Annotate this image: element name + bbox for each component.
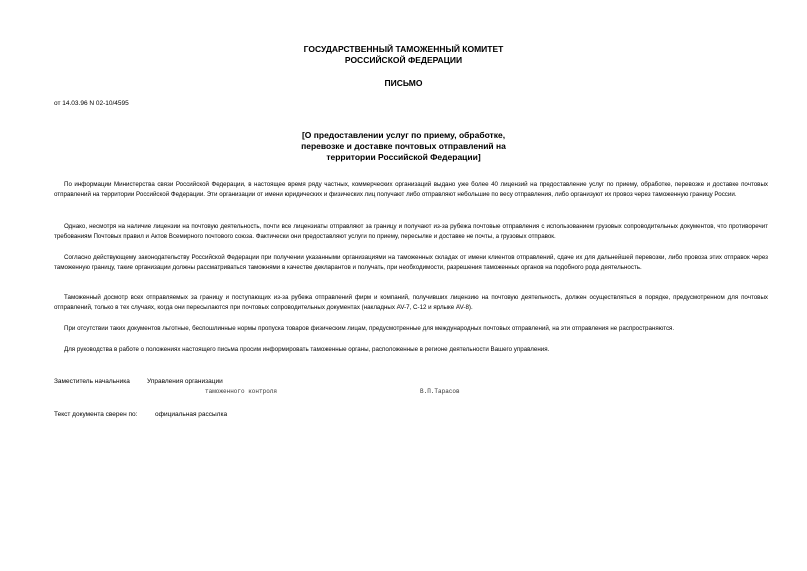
subject-line-3: территории Российской Федерации] — [326, 152, 481, 162]
signatory-department-cont: таможенного контроля — [205, 388, 278, 395]
signatory-department: Управления организации — [147, 378, 223, 385]
document-reference: от 14.03.96 N 02-10/4595 — [54, 100, 129, 107]
paragraph-2: Однако, несмотря на наличие лицензии на почтовую деятельность, почти все лицензиаты отправляют за границу и получают из-за рубежа почтовые отправления с использованием грузовых сопроводительных документов, что противоречит требованиям Почтовых правил и Актов Всемирного почтового союза. Фактически они предоставляют услуги по приему, пересылке и доставке не почты, а грузовых отправок. — [54, 223, 768, 240]
verified-against-value: официальная рассылка — [155, 411, 228, 418]
paragraph-1: По информации Министерства связи Российской Федерации, в настоящее время ряду частных, коммерческих организаций выдано уже более 40 лицензий на предоставление услуг по приему, обработке, перевозке и доставке почтовых отправлений на территории Российской Федерации. Эти организации от имени юридических и физических лиц получают либо отправляют небольшие по весу отправления, либо организуют их провоз через таможенную границу России. — [54, 181, 768, 198]
paragraph-4: Таможенный досмотр всех отправляемых за границу и поступающих из-за рубежа отправлений фирм и компаний, получивших лицензию на почтовую деятельность, должен осуществляться в порядке, предусмотренном для почтовых отправлений, только в тех случаях, когда они пересылаются при почтовых сопроводительных документах (накладных AV-7, C-12 и ярлыке AV-8). — [54, 294, 768, 311]
subject-line-1: [О предоставлении услуг по приему, обработке, — [301, 130, 506, 140]
paragraph-6: Для руководства в работе о положениях настоящего письма просим информировать таможенные органы, расположенные в регионе деятельности Вашего управления. — [64, 346, 550, 353]
document-subject — [0, 130, 807, 163]
signatory-position: Заместитель начальника — [54, 378, 130, 385]
issuer-line-1: ГОСУДАРСТВЕННЫЙ ТАМОЖЕННЫЙ КОМИТЕТ — [303, 44, 504, 54]
signatory-name: В.П.Тарасов — [420, 388, 460, 395]
issuer-line-2: РОССИЙСКОЙ ФЕДЕРАЦИИ — [344, 55, 463, 65]
paragraph-3: Согласно действующему законодательству Российской Федерации при получении указанными организациями на таможенных складах от имени клиентов отправлений, сдаче их для дальнейшей перевозки, либо провоза этих отправок через таможенную границу, такие организации должны рассматриваться таможнями в качестве декларантов и получать, при необходимости, разрешения таможенных органов на подобного рода деятельность. — [54, 254, 768, 271]
paragraph-5: При отсутствии таких документов льготные, беспошлинные нормы пропуска товаров физическим лицам, предусмотренные для международных почтовых отправлений, на эти отправления не распространяются. — [64, 325, 675, 332]
verified-against-label: Текст документа сверен по: — [54, 411, 138, 418]
subject-line-2: перевозке и доставке почтовых отправлений на — [301, 141, 506, 151]
document-type: ПИСЬМО — [384, 78, 423, 88]
